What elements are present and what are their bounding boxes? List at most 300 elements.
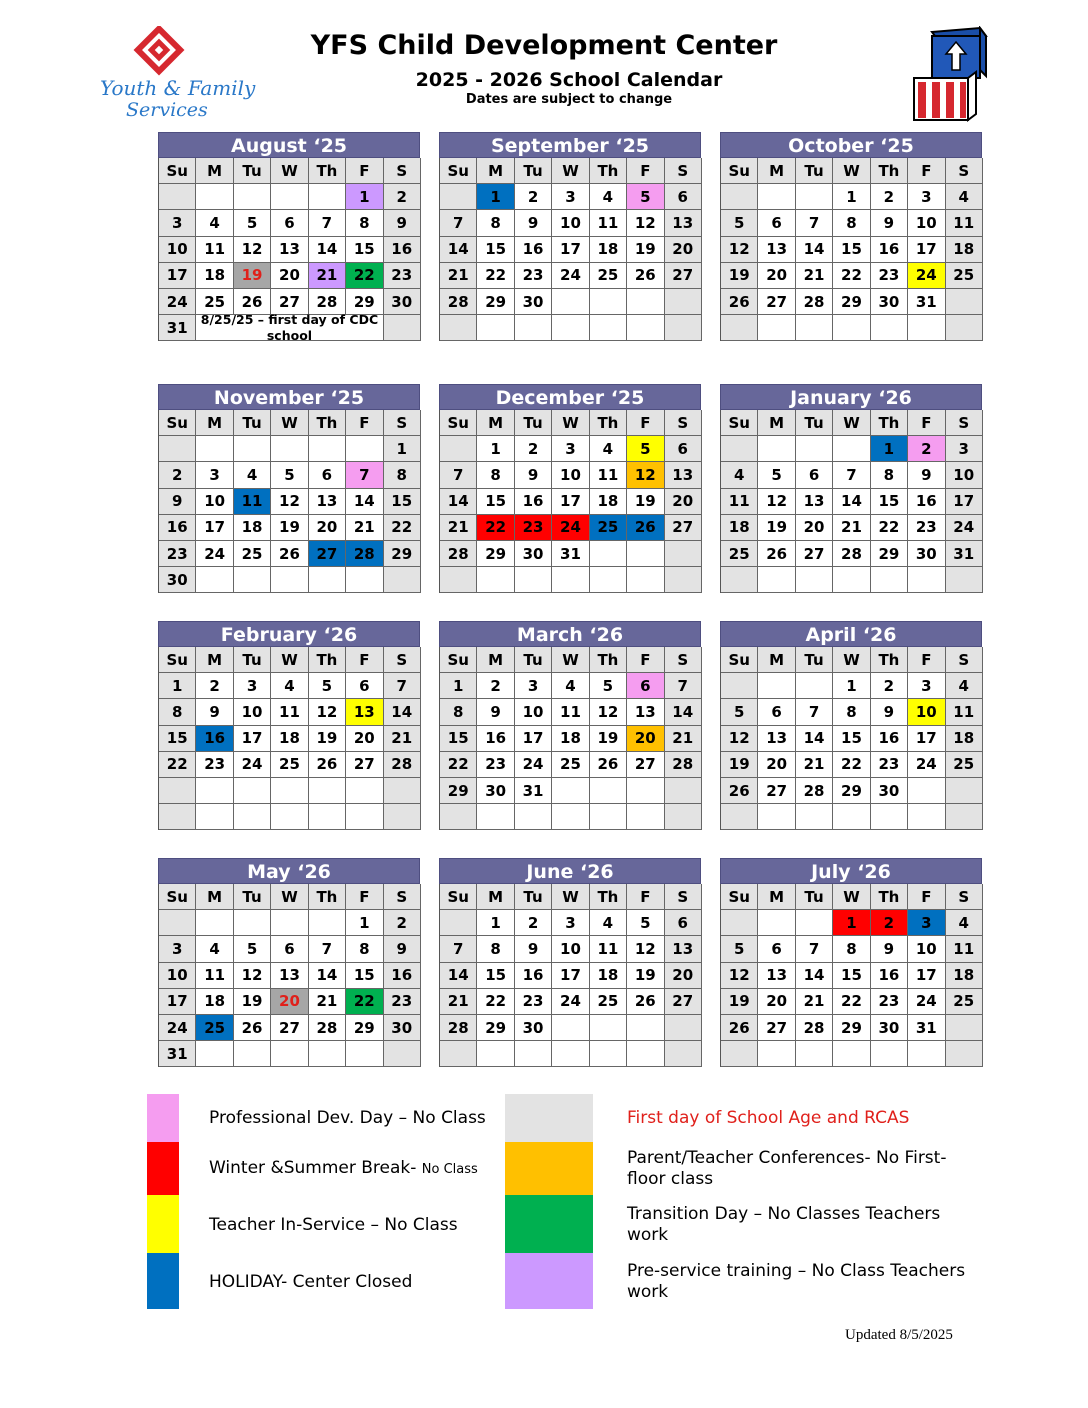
month-title: December ‘25 [439,384,701,410]
empty-cell [590,289,627,315]
weekday-header: F [627,410,664,436]
weekday-header: Th [590,647,627,673]
empty-cell [271,804,308,830]
weekday-header: F [627,647,664,673]
day-cell: 9 [871,210,908,236]
day-cell: 4 [590,184,627,210]
empty-cell [477,567,514,593]
weekday-header: M [196,158,233,184]
empty-cell [552,289,589,315]
day-cell: 15 [871,489,908,515]
day-cell: 14 [384,699,421,725]
day-cell: 27 [796,541,833,567]
day-cell: 18 [552,726,589,752]
empty-cell [946,804,983,830]
day-cell: 23 [515,263,552,289]
empty-cell [871,804,908,830]
empty-cell [721,910,758,936]
day-cell: 16 [477,726,514,752]
month-title: October ‘25 [720,132,982,158]
weekday-header: Su [159,884,196,910]
empty-cell [477,1041,514,1067]
day-cell: 3 [515,673,552,699]
day-cell: 25 [946,752,983,778]
weekday-header: F [908,884,945,910]
weekday-header: F [908,647,945,673]
empty-cell [871,567,908,593]
day-cell: 28 [440,1015,477,1041]
weekday-header: W [552,158,589,184]
day-cell: 30 [871,778,908,804]
weekday-header: Su [159,158,196,184]
day-cell: 3 [552,436,589,462]
empty-cell [590,1041,627,1067]
empty-cell [196,910,233,936]
day-cell: 17 [552,963,589,989]
day-cell: 29 [477,289,514,315]
day-cell: 22 [346,263,383,289]
day-cell: 8 [159,699,196,725]
day-cell: 13 [758,237,795,263]
weekday-header: S [946,884,983,910]
day-cell: 25 [590,263,627,289]
weekday-header: Tu [515,410,552,436]
empty-cell [234,567,271,593]
weekday-header: Th [309,410,346,436]
day-cell: 15 [477,489,514,515]
day-cell: 22 [833,263,870,289]
day-cell: 26 [721,778,758,804]
empty-cell [833,315,870,341]
day-cell: 9 [908,462,945,488]
day-cell: 30 [908,541,945,567]
empty-cell [796,673,833,699]
empty-cell [384,1041,421,1067]
day-cell: 1 [346,910,383,936]
updated-date: Updated 8/5/2025 [845,1327,953,1343]
weekday-header: Tu [515,158,552,184]
day-cell: 7 [796,699,833,725]
day-cell: 10 [159,237,196,263]
empty-cell [627,289,664,315]
day-cell: 21 [796,263,833,289]
page-subtitle: 2025 - 2026 School Calendar [415,69,723,91]
day-cell: 23 [196,752,233,778]
day-cell: 2 [908,436,945,462]
day-cell: 11 [234,489,271,515]
empty-cell [440,1041,477,1067]
day-cell: 2 [515,910,552,936]
day-cell: 23 [159,541,196,567]
weekday-header: Su [159,647,196,673]
day-cell: 1 [833,910,870,936]
month-title: November ‘25 [158,384,420,410]
day-cell: 7 [440,210,477,236]
day-cell: 19 [627,963,664,989]
blocks-logo [910,26,992,124]
empty-cell [159,804,196,830]
day-cell: 8 [384,462,421,488]
weekday-header: Su [721,158,758,184]
weekday-header: F [627,158,664,184]
day-cell: 15 [346,963,383,989]
empty-cell [384,804,421,830]
empty-cell [515,315,552,341]
day-cell: 7 [440,462,477,488]
day-cell: 25 [196,1015,233,1041]
weekday-header: M [196,884,233,910]
empty-cell [665,315,702,341]
day-cell: 13 [627,699,664,725]
day-cell: 12 [721,963,758,989]
day-cell: 23 [871,752,908,778]
day-cell: 13 [271,963,308,989]
day-cell: 12 [309,699,346,725]
weekday-header: F [346,647,383,673]
month-day-grid [158,410,420,593]
day-cell: 12 [234,963,271,989]
empty-cell [758,673,795,699]
month-february-2026 [158,621,420,830]
month-title: September ‘25 [439,132,701,158]
day-cell: 15 [833,963,870,989]
day-cell: 14 [796,237,833,263]
day-cell: 1 [159,673,196,699]
day-cell: 22 [833,989,870,1015]
day-cell: 23 [871,263,908,289]
weekday-header: M [196,410,233,436]
legend-swatch-purple [505,1253,593,1309]
day-cell: 18 [946,963,983,989]
day-cell: 25 [721,541,758,567]
empty-cell [159,184,196,210]
day-cell: 20 [346,726,383,752]
day-cell: 1 [871,436,908,462]
day-cell: 30 [159,567,196,593]
day-cell: 3 [196,462,233,488]
day-cell: 31 [908,1015,945,1041]
day-cell: 31 [552,541,589,567]
empty-cell [196,1041,233,1067]
day-cell: 21 [384,726,421,752]
day-cell: 25 [946,989,983,1015]
empty-cell [384,778,421,804]
first-day-footnote: 8/25/25 – first day of CDC school [196,315,383,341]
day-cell: 25 [590,989,627,1015]
day-cell: 15 [440,726,477,752]
legend-label-conferences: Parent/Teacher Conferences- No First-floor class [627,1148,947,1189]
day-cell: 8 [833,210,870,236]
day-cell: 19 [309,726,346,752]
day-cell: 26 [721,1015,758,1041]
month-title: April ‘26 [720,621,982,647]
day-cell: 17 [234,726,271,752]
day-cell: 29 [346,289,383,315]
weekday-header: S [665,647,702,673]
day-cell: 27 [758,778,795,804]
day-cell: 28 [309,1015,346,1041]
weekday-header: M [477,884,514,910]
empty-cell [758,436,795,462]
empty-cell [234,184,271,210]
day-cell: 30 [515,541,552,567]
day-cell: 22 [159,752,196,778]
weekday-header: Su [721,410,758,436]
weekday-header: S [946,158,983,184]
day-cell: 15 [477,237,514,263]
month-title: May ‘26 [158,858,420,884]
day-cell: 7 [384,673,421,699]
day-cell: 21 [309,989,346,1015]
day-cell: 17 [552,237,589,263]
day-cell: 28 [440,289,477,315]
weekday-header: Th [871,647,908,673]
empty-cell [796,315,833,341]
empty-cell [627,541,664,567]
day-cell: 26 [721,289,758,315]
day-cell: 19 [627,237,664,263]
empty-cell [721,436,758,462]
empty-cell [665,541,702,567]
day-cell: 5 [627,184,664,210]
day-cell: 23 [908,515,945,541]
day-cell: 19 [721,752,758,778]
day-cell: 31 [946,541,983,567]
legend-label-pre-service: Pre-service training – No Class Teachers work [627,1261,966,1302]
day-cell: 20 [665,489,702,515]
day-cell: 1 [833,673,870,699]
day-cell: 26 [234,1015,271,1041]
day-cell: 10 [196,489,233,515]
empty-cell [908,567,945,593]
empty-cell [159,778,196,804]
empty-cell [946,289,983,315]
day-cell: 10 [515,699,552,725]
empty-cell [384,567,421,593]
month-day-grid [720,884,982,1067]
empty-cell [796,804,833,830]
day-cell: 20 [796,515,833,541]
day-cell: 2 [871,184,908,210]
day-cell: 22 [871,515,908,541]
day-cell: 3 [552,184,589,210]
day-cell: 8 [477,936,514,962]
day-cell: 27 [346,752,383,778]
day-cell: 19 [234,989,271,1015]
empty-cell [871,1041,908,1067]
month-july-2026 [720,858,982,1067]
day-cell: 28 [833,541,870,567]
day-cell: 29 [871,541,908,567]
empty-cell [721,1041,758,1067]
weekday-header: W [833,158,870,184]
day-cell: 22 [477,263,514,289]
day-cell: 16 [871,963,908,989]
day-cell: 18 [721,515,758,541]
empty-cell [552,567,589,593]
legend-label-break [209,1158,478,1180]
day-cell: 20 [758,989,795,1015]
day-cell: 12 [234,237,271,263]
day-cell: 9 [515,936,552,962]
empty-cell [908,315,945,341]
day-cell: 14 [833,489,870,515]
day-cell: 27 [627,752,664,778]
day-cell: 6 [346,673,383,699]
month-june-2026 [439,858,701,1067]
empty-cell [665,1041,702,1067]
legend-swatch-blue [147,1253,179,1309]
day-cell: 27 [271,1015,308,1041]
day-cell: 19 [271,515,308,541]
day-cell: 4 [946,184,983,210]
day-cell: 15 [159,726,196,752]
day-cell: 3 [552,910,589,936]
day-cell: 24 [515,752,552,778]
weekday-header: W [271,410,308,436]
empty-cell [627,1015,664,1041]
day-cell: 8 [346,210,383,236]
day-cell: 5 [758,462,795,488]
weekday-header: W [833,647,870,673]
empty-cell [271,436,308,462]
day-cell: 18 [234,515,271,541]
day-cell: 22 [440,752,477,778]
day-cell: 28 [309,289,346,315]
day-cell: 31 [908,289,945,315]
day-cell: 13 [665,462,702,488]
day-cell: 30 [515,289,552,315]
day-cell: 4 [590,910,627,936]
empty-cell [590,778,627,804]
empty-cell [234,804,271,830]
day-cell: 21 [346,515,383,541]
day-cell: 29 [477,541,514,567]
empty-cell [871,315,908,341]
weekday-header: Su [721,884,758,910]
weekday-header: Th [309,884,346,910]
day-cell: 9 [477,699,514,725]
day-cell: 11 [196,237,233,263]
day-cell: 3 [946,436,983,462]
day-cell: 25 [552,752,589,778]
empty-cell [552,315,589,341]
day-cell: 30 [515,1015,552,1041]
day-cell: 19 [590,726,627,752]
day-cell: 14 [440,489,477,515]
empty-cell [440,436,477,462]
day-cell: 12 [590,699,627,725]
day-cell: 4 [271,673,308,699]
empty-cell [234,778,271,804]
empty-cell [590,567,627,593]
day-cell: 3 [234,673,271,699]
day-cell: 4 [946,910,983,936]
weekday-header: S [946,647,983,673]
empty-cell [946,315,983,341]
day-cell: 3 [908,184,945,210]
day-cell: 10 [234,699,271,725]
day-cell: 13 [665,936,702,962]
empty-cell [908,1041,945,1067]
day-cell: 22 [477,989,514,1015]
empty-cell [908,804,945,830]
day-cell: 5 [590,673,627,699]
day-cell: 30 [871,1015,908,1041]
day-cell: 28 [796,1015,833,1041]
month-august-2025 [158,132,420,341]
day-cell: 28 [440,541,477,567]
day-cell: 10 [552,936,589,962]
day-cell: 7 [346,462,383,488]
day-cell: 1 [477,910,514,936]
month-day-grid [158,158,420,341]
day-cell: 11 [946,210,983,236]
weekday-header: S [384,884,421,910]
weekday-header: Tu [515,647,552,673]
weekday-header: M [196,647,233,673]
day-cell: 12 [627,936,664,962]
day-cell: 26 [627,515,664,541]
empty-cell [477,315,514,341]
day-cell: 7 [309,210,346,236]
weekday-header: S [665,884,702,910]
day-cell: 18 [946,726,983,752]
day-cell: 14 [440,963,477,989]
day-cell: 26 [309,752,346,778]
empty-cell [234,910,271,936]
day-cell: 22 [384,515,421,541]
weekday-header: M [758,647,795,673]
month-november-2025 [158,384,420,593]
empty-cell [196,184,233,210]
day-cell: 12 [627,210,664,236]
empty-cell [833,1041,870,1067]
day-cell: 25 [234,541,271,567]
day-cell: 3 [159,936,196,962]
day-cell: 29 [833,1015,870,1041]
day-cell: 14 [796,726,833,752]
day-cell: 7 [440,936,477,962]
empty-cell [758,804,795,830]
month-day-grid [720,410,982,593]
day-cell: 6 [309,462,346,488]
weekday-header: Tu [796,158,833,184]
weekday-header: Su [440,410,477,436]
empty-cell [627,567,664,593]
day-cell: 26 [590,752,627,778]
weekday-header: W [552,884,589,910]
day-cell: 24 [552,989,589,1015]
day-cell: 31 [159,1041,196,1067]
weekday-header: W [271,884,308,910]
empty-cell [440,910,477,936]
empty-cell [796,910,833,936]
day-cell: 13 [758,726,795,752]
empty-cell [908,778,945,804]
day-cell: 22 [477,515,514,541]
weekday-header: M [758,410,795,436]
day-cell: 21 [833,515,870,541]
weekday-header: Tu [234,410,271,436]
day-cell: 30 [384,1015,421,1041]
day-cell: 6 [665,910,702,936]
day-cell: 8 [477,210,514,236]
day-cell: 23 [515,515,552,541]
day-cell: 26 [627,263,664,289]
day-cell: 21 [665,726,702,752]
legend-swatch-orange [505,1142,593,1195]
